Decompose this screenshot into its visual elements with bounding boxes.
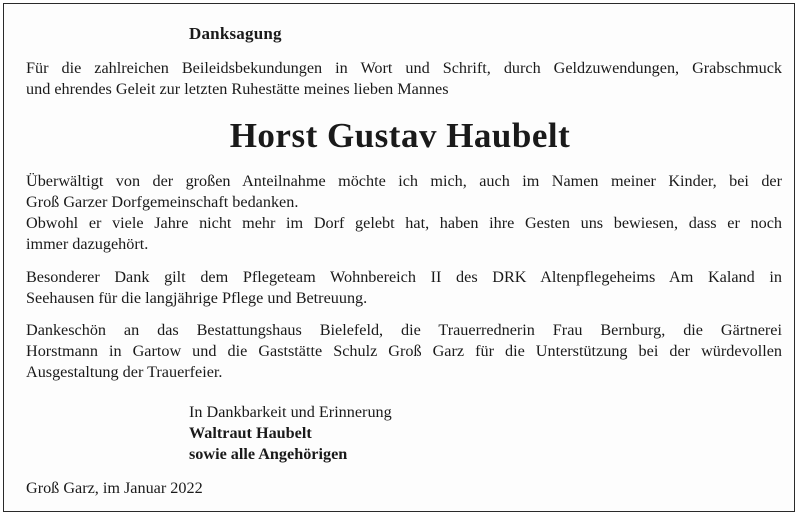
closing-text: In Dankbarkeit und Erinnerung (189, 403, 392, 421)
paragraph-line: Ausgestaltung der Trauerfeier. (26, 363, 223, 381)
paragraph-line: immer dazugehört. (26, 235, 149, 253)
paragraph-line: Überwältigt von der großen Anteilnahme möchte ich mich, auch im Namen meiner Kinder, bei der (26, 172, 782, 190)
deceased-name: Horst Gustav Haubelt (229, 116, 571, 155)
intro-text (26, 58, 782, 100)
paragraph-service-thanks (26, 320, 782, 383)
intro-line: und ehrendes Geleit zur letzten Ruhestätte meines lieben Mannes (26, 80, 449, 98)
paragraph-community-thanks (26, 171, 782, 255)
signer-family: sowie alle Angehörigen (189, 445, 348, 463)
paragraph-line: Groß Garzer Dorfgemeinschaft bedanken. (26, 193, 299, 211)
paragraph-line: Dankeschön an das Bestattungshaus Bielefeld, die Trauerrednerin Frau Bernburg, die Gärtnerei (26, 321, 782, 339)
paragraph-line: Seehausen für die langjährige Pflege und Betreuung. (26, 289, 368, 307)
paragraph-line: Besonderer Dank gilt dem Pflegeteam Wohnbereich II des DRK Altenpflegeheims Am Kaland in (26, 268, 782, 286)
paragraph-line: Horstmann in Gartow und die Gaststätte Schulz Groß Garz für die Unterstützung bei der würdevollen (26, 342, 782, 360)
paragraph-care-thanks (26, 267, 782, 309)
signature-block (189, 402, 392, 465)
place-date: Groß Garz, im Januar 2022 (26, 479, 203, 497)
signer-name: Waltraut Haubelt (189, 424, 312, 442)
paragraph-line: Obwohl er viele Jahre nicht mehr im Dorf gelebt hat, haben ihre Gesten uns bewiesen, dass er noch (26, 214, 782, 232)
intro-line: Für die zahlreichen Beileidsbekundungen in Wort und Schrift, durch Geldzuwendungen, Grabschmuck (26, 59, 782, 77)
obituary-notice (3, 3, 795, 512)
notice-heading: Danksagung (189, 24, 282, 43)
